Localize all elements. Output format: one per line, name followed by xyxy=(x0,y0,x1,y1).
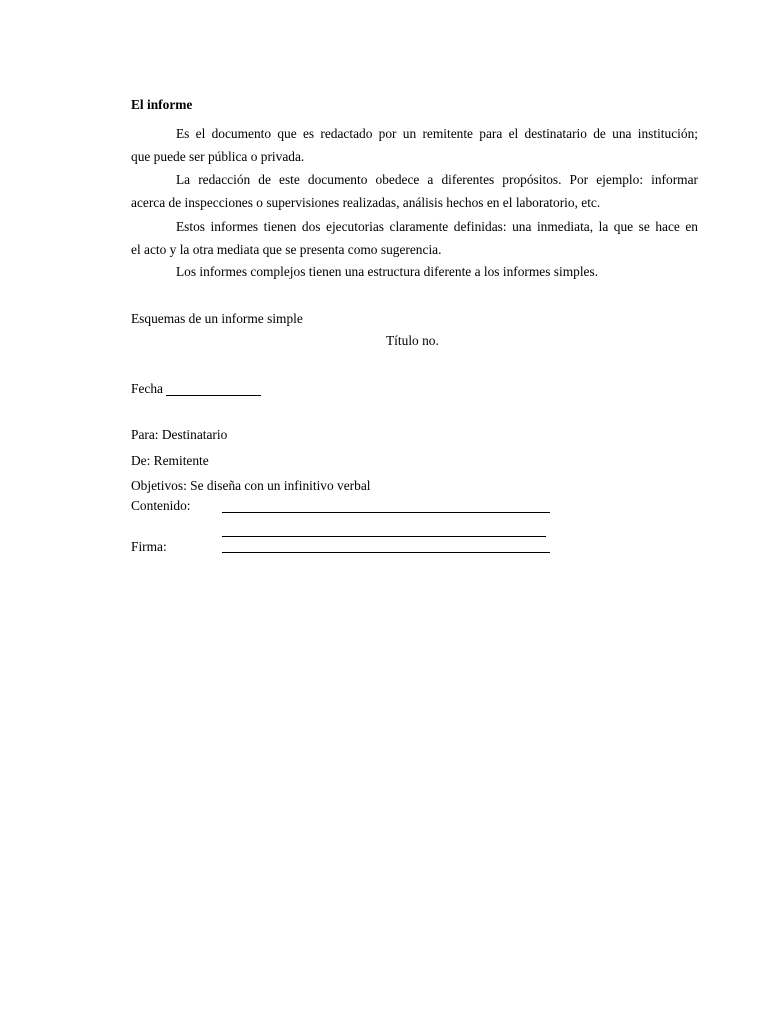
contenido-blank-line-2 xyxy=(222,536,546,537)
contenido-label: Contenido: xyxy=(131,498,191,513)
paragraph-1-line-1: Es el documento que es redactado por un remitente para el destinatario de una institución; xyxy=(176,126,698,141)
firma-label: Firma: xyxy=(131,539,167,554)
paragraph-3-line-1: Estos informes tienen dos ejecutorias claramente definidas: una inmediata, la que se hace en xyxy=(176,219,698,234)
schema-heading: Esquemas de un informe simple xyxy=(131,311,303,326)
paragraph-1-line-2: que puede ser pública o privada. xyxy=(131,149,305,164)
para-line: Para: Destinatario xyxy=(131,427,228,442)
contenido-blank-line-1 xyxy=(222,512,550,513)
schema-title-line: Título no. xyxy=(386,333,439,348)
document-title: El informe xyxy=(131,97,193,112)
fecha-blank-line xyxy=(166,395,261,396)
paragraph-2-line-1: La redacción de este documento obedece a diferentes propósitos. Por ejemplo: informar xyxy=(176,172,698,187)
objetivos-line: Objetivos: Se diseña con un infinitivo verbal xyxy=(131,478,371,493)
de-line: De: Remitente xyxy=(131,453,209,468)
paragraph-3-line-2: el acto y la otra mediata que se presenta como sugerencia. xyxy=(131,242,442,257)
paragraph-4-line-1: Los informes complejos tienen una estructura diferente a los informes simples. xyxy=(176,264,599,279)
paragraph-2-line-2: acerca de inspecciones o supervisiones realizadas, análisis hechos en el laboratorio, etc. xyxy=(131,195,601,210)
fecha-label: Fecha xyxy=(131,381,163,396)
firma-blank-line xyxy=(222,552,550,553)
